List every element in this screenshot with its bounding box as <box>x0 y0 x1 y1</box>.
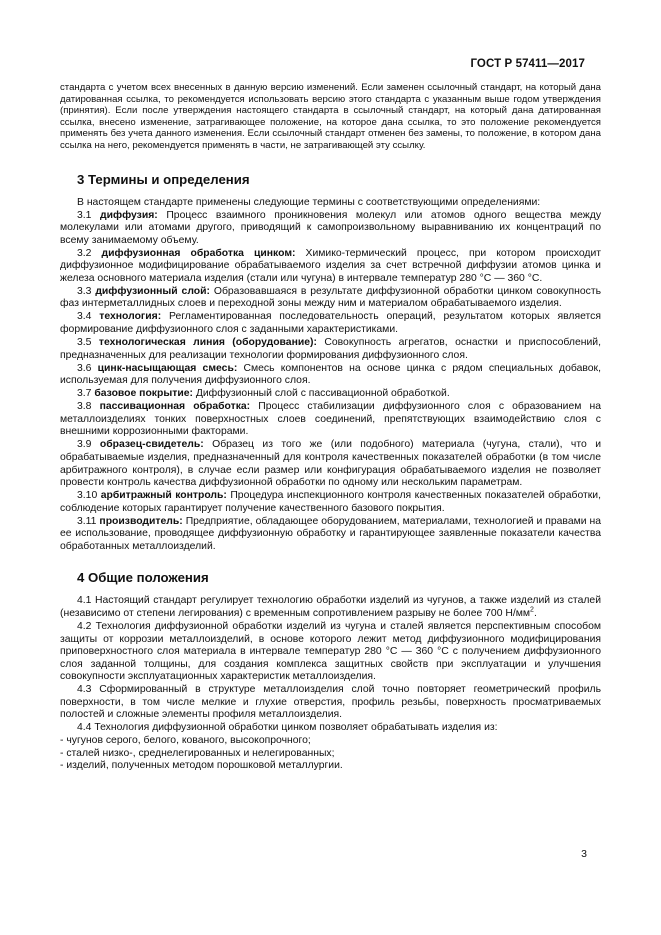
clause-4-3: 4.3 Сформированный в структуре металлоизделия слой точно повторяет геометрический профиль поверхности, в том числе мелкие и глухие отверстия, профиль резьбы, поверхность просматриваемых полостей и сложные элементы профиля металлоизделия. <box>60 684 601 721</box>
term-3-9: 3.9 образец-свидетель: Образец из того же (или подобного) материала (чугуна, стали), что и обрабатываемые изделия, предназначенный для контроля качественных показателей обработки (в том числе арбитражного контроля), в случае если размер или конфигурация обрабатываемого изделия не позволяет провести контроль качества диффузионной обработки по одному или нескольким параметрам. <box>60 439 601 489</box>
list-item: - чугунов серого, белого, кованого, высокопрочного; <box>60 735 311 747</box>
section-3-title: 3 Термины и определения <box>77 171 250 187</box>
document-id: ГОСТ Р 57411—2017 <box>470 58 585 70</box>
term-3-11: 3.11 производитель: Предприятие, обладающее оборудованием, материалами, технологией и правами на ее использование, проводящее диффузионную обработку и гарантирующее заявленные показатели качества обработанных металлоизделий. <box>60 515 602 552</box>
page-content <box>60 82 601 773</box>
term-3-1: 3.1 диффузия: Процесс взаимного проникновения молекул или атомов одного вещества между молекулами или атомами другого, приводящий к самопроизвольному выравниванию их концентраций по всему занимаемому объему. <box>60 209 602 246</box>
term-3-2: 3.2 диффузионная обработка цинком: Химико-термический процесс, при котором происходит диффузионное модифицирование обрабатываемого изделия за счет встречной диффузии атомов цинка и железа основного материала изделия (стали или чугуна) в интервале температур 280 °С — 360 °С. <box>60 247 602 284</box>
term-3-5: 3.5 технологическая линия (оборудование): Совокупность агрегатов, оснастки и приспособлений, предназначенных для реализации технологии формирования диффузионного слоя. <box>60 337 601 361</box>
clause-4-2: 4.2 Технология диффузионной обработки изделий из чугуна и сталей является перспективным способом защиты от коррозии металлоизделий, в основе которого лежит метод диффузионного модифицирования приповерхностного слоя материала в интервале температур 280 °С — 360 °С с получением диффузионного слоя заданной толщины, для создания комплекса защитных свойств при эксплуатации и улучшения совокупности эксплуатационных характеристик металлоизделия. <box>60 620 601 683</box>
section-3-lead: В настоящем стандарте применены следующие термины с соответствующими определениями: <box>77 196 541 208</box>
term-3-4: 3.4 технология: Регламентированная последовательность операций, результатом которых является формирование диффузионного слоя с заданными характеристиками. <box>60 311 601 336</box>
list-item: - сталей низко-, среднелегированных и нелегированных; <box>60 747 335 759</box>
page-number: 3 <box>581 848 587 860</box>
intro-paragraph: стандарта с учетом всех внесенных в данную версию изменений. Если заменен ссылочный стандарт, на который дана датированная ссылка, то рекомендуется использовать версию этого стандарта с указанным выше годом утверждения (принятия). Если после утверждения настоящего стандарта в ссылочный стандарт, на который дана датированная ссылка, внесено изменение, затрагивающее положение, на которое дана ссылка, то это положение рекомендуется применять без учета данного изменения. Если ссылочный стандарт отменен без замены, то положение, в котором дана ссылка на него, рекомендуется применять в части, не затрагивающей эту ссылку. <box>60 82 601 151</box>
term-3-7: 3.7 базовое покрытие: Диффузионный слой с пассивационной обработкой. <box>77 388 450 400</box>
clause-4-1: 4.1 Настоящий стандарт регулирует технологию обработки изделий из чугунов, а также изделий из сталей (независимо от степени легирования) с временным сопротивлением разрыву не более 700 $Н/мм^2$. <box>60 595 601 619</box>
list-item: - изделий, полученных методом порошковой металлургии. <box>60 760 343 772</box>
clause-4-4: 4.4 Технология диффузионной обработки цинком позволяет обрабатывать изделия из: <box>77 722 498 734</box>
term-3-3: 3.3 диффузионный слой: Образовавшаяся в результате диффузионной обработки цинком совокупность фаз интерметаллидных слоев и переходной зоны между ним и материалом обрабатываемого изделия. <box>60 285 601 310</box>
term-3-8: 3.8 пассивационная обработка: Процесс стабилизации диффузионного слоя с образованием на металлоизделиях тонких поверхностных слоев соединений, препятствующих взаимодействию слоя с внешними коррозионными факторами. <box>60 401 601 438</box>
term-3-10: 3.10 арбитражный контроль: Процедура инспекционного контроля качественных показателей обработки, соблюдение которых гарантирует получение качественного базового покрытия. <box>60 490 601 514</box>
section-4-title: 4 Общие положения <box>77 570 209 586</box>
term-3-6: 3.6 цинк-насыщающая смесь: Смесь компонентов на основе цинка с рядом специальных добавок, используемая для получения диффузионного слоя. <box>60 362 601 387</box>
